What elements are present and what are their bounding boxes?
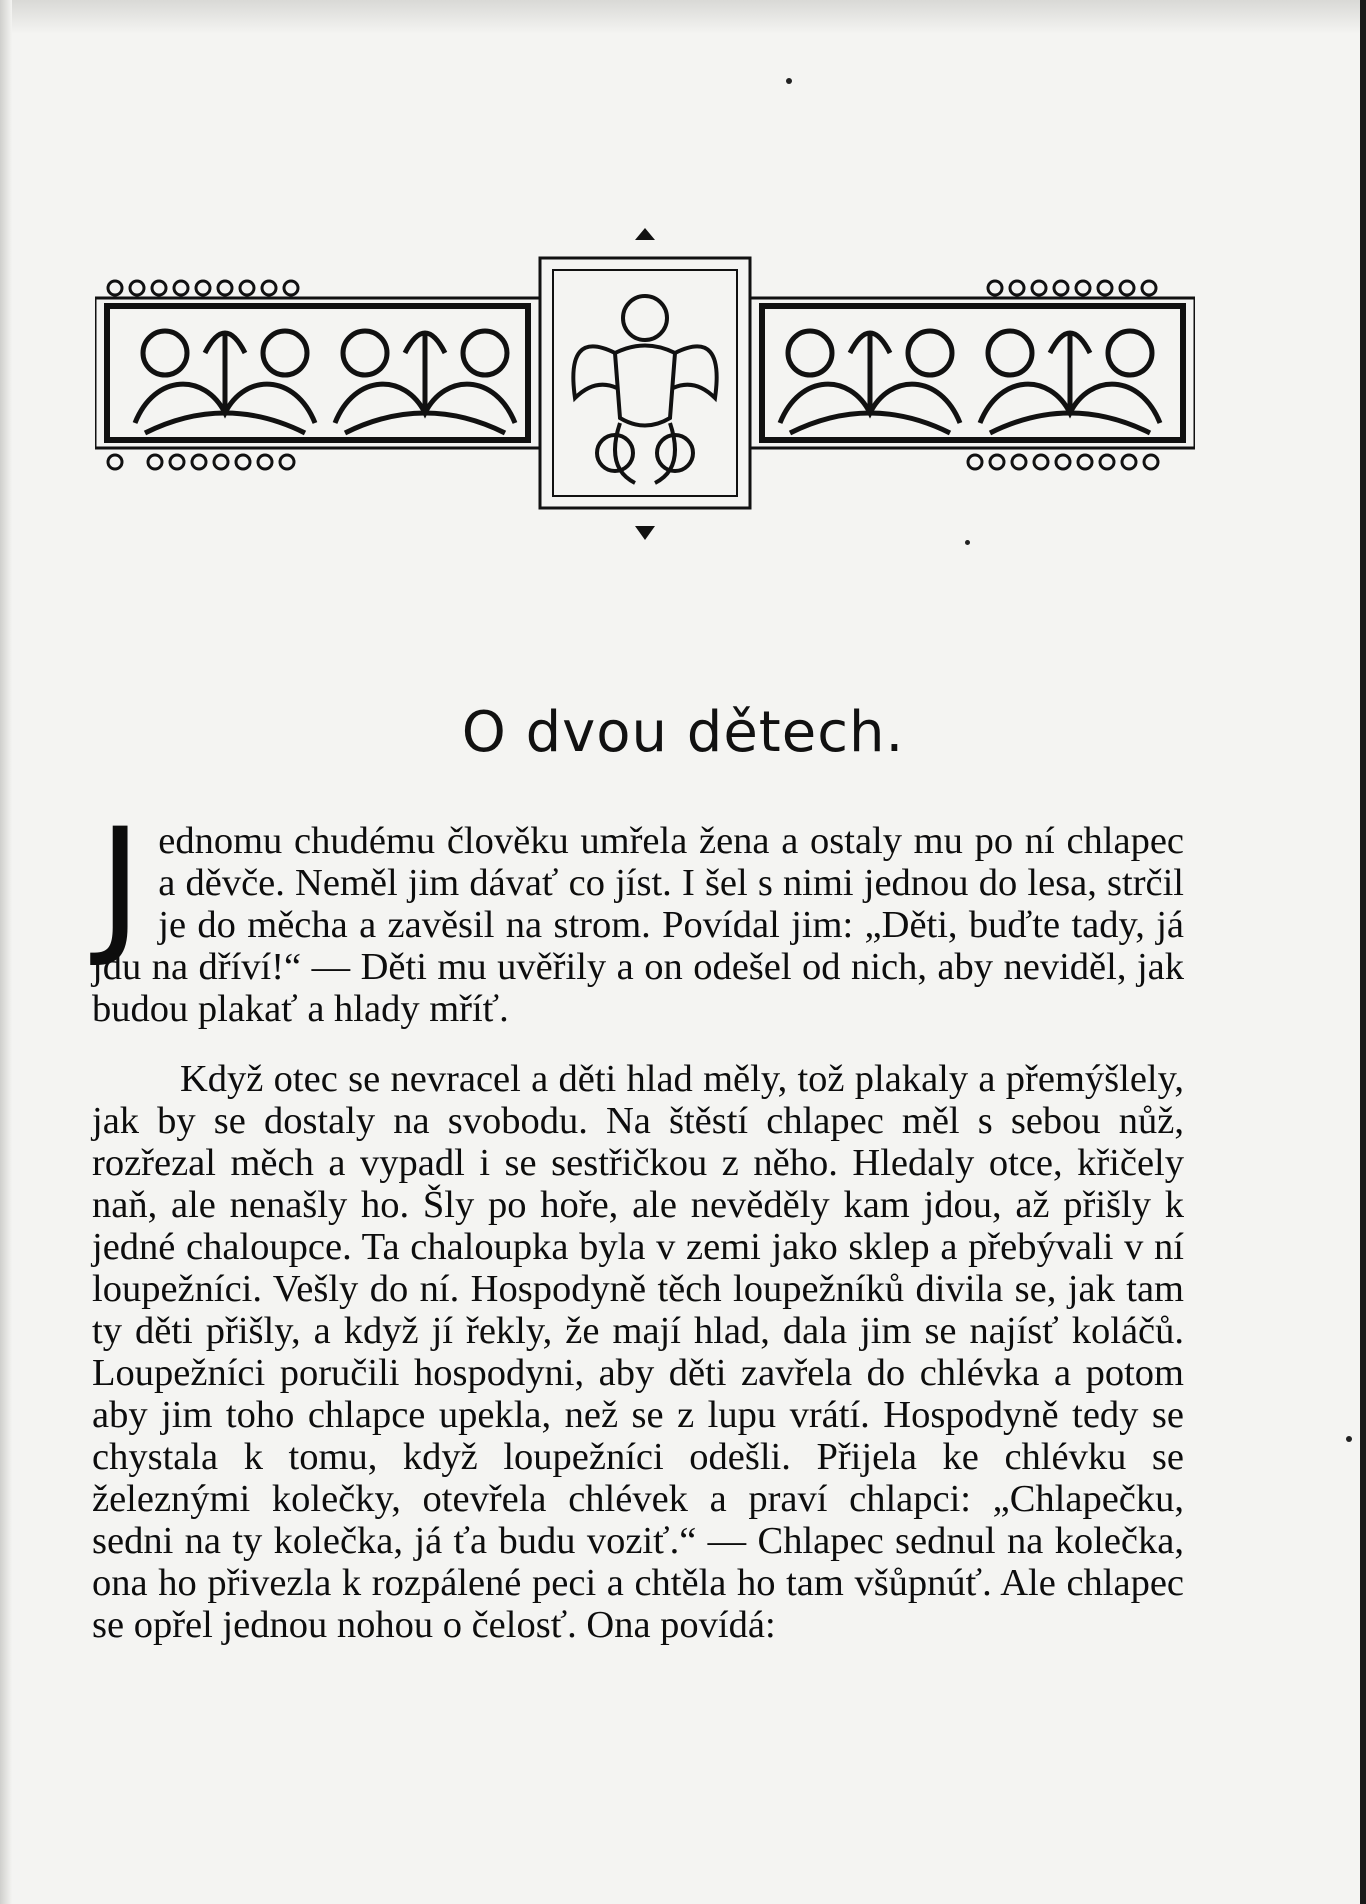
ink-speck [1346,1436,1352,1442]
paragraph-2-text: Když otec se nevracel a děti hlad měly, tož plakaly a přemýšlely, jak by se dostaly na svobodu. Na štěstí chlapec měl s sebou nůž, rozřezal měch a vypadl i se sestřičkou z něho. Hledaly otce, křičely naň, ale nenašly ho. Šly po hoře, ale nevěděly kam jdou, až přišly k jedné chaloupce. Ta chaloupka byla v zemi jako sklep a přebývali v ní loupežníci. Vešly do ní. Hospodyně těch loupežníků divila se, jak tam ty děti přišly, a když jí řekly, že mají hlad, dala jim se najísť koláčů. Loupežníci poručili hospodyni, aby děti zavřela do chlévka a potom aby jim toho chlapce upekla, než se z lupu vrátí. Hospodyně tedy se chystala k tomu, když loupežníci odešli. Přijela ke chlévku se železnými kolečky, otevřela chlévek a praví chlapci: „Chlapečku, sedni na ty kolečka, já ťa budu voziť.“ — Chlapec sednul na kolečka, ona ho přivezla k rozpálené peci a chtěla ho tam všůpnúť. Ale chlapec se opřel jednou nohou o čelosť. Ona povídá: [92,1058,1184,1646]
page-shadow-left [0,0,12,1904]
paragraph-1 [92,797,1184,1030]
drop-cap: J [98,797,143,971]
page-shadow-top [0,0,1360,34]
paragraph-1-text: ednomu chudému člověku umřela žena a ostaly mu po ní chlapec a děvče. Neměl jim dávať co jíst. I šel s nimi jednou do lesa, strčil je do měcha a zavěsil na strom. Povídal jim: „Děti, buďte tady, já jdu na dříví!“ — Děti mu uvěřily a on odešel od nich, aby neviděl, jak budou plakať a hlady mříť. [92,820,1184,1030]
page-title: O dvou dětech. [461,700,905,765]
body-text [92,797,1184,1646]
ink-speck [965,540,970,545]
cherub-vignette-icon [95,228,1195,543]
ink-speck [786,78,792,84]
paragraph-2 [92,1058,1184,1646]
